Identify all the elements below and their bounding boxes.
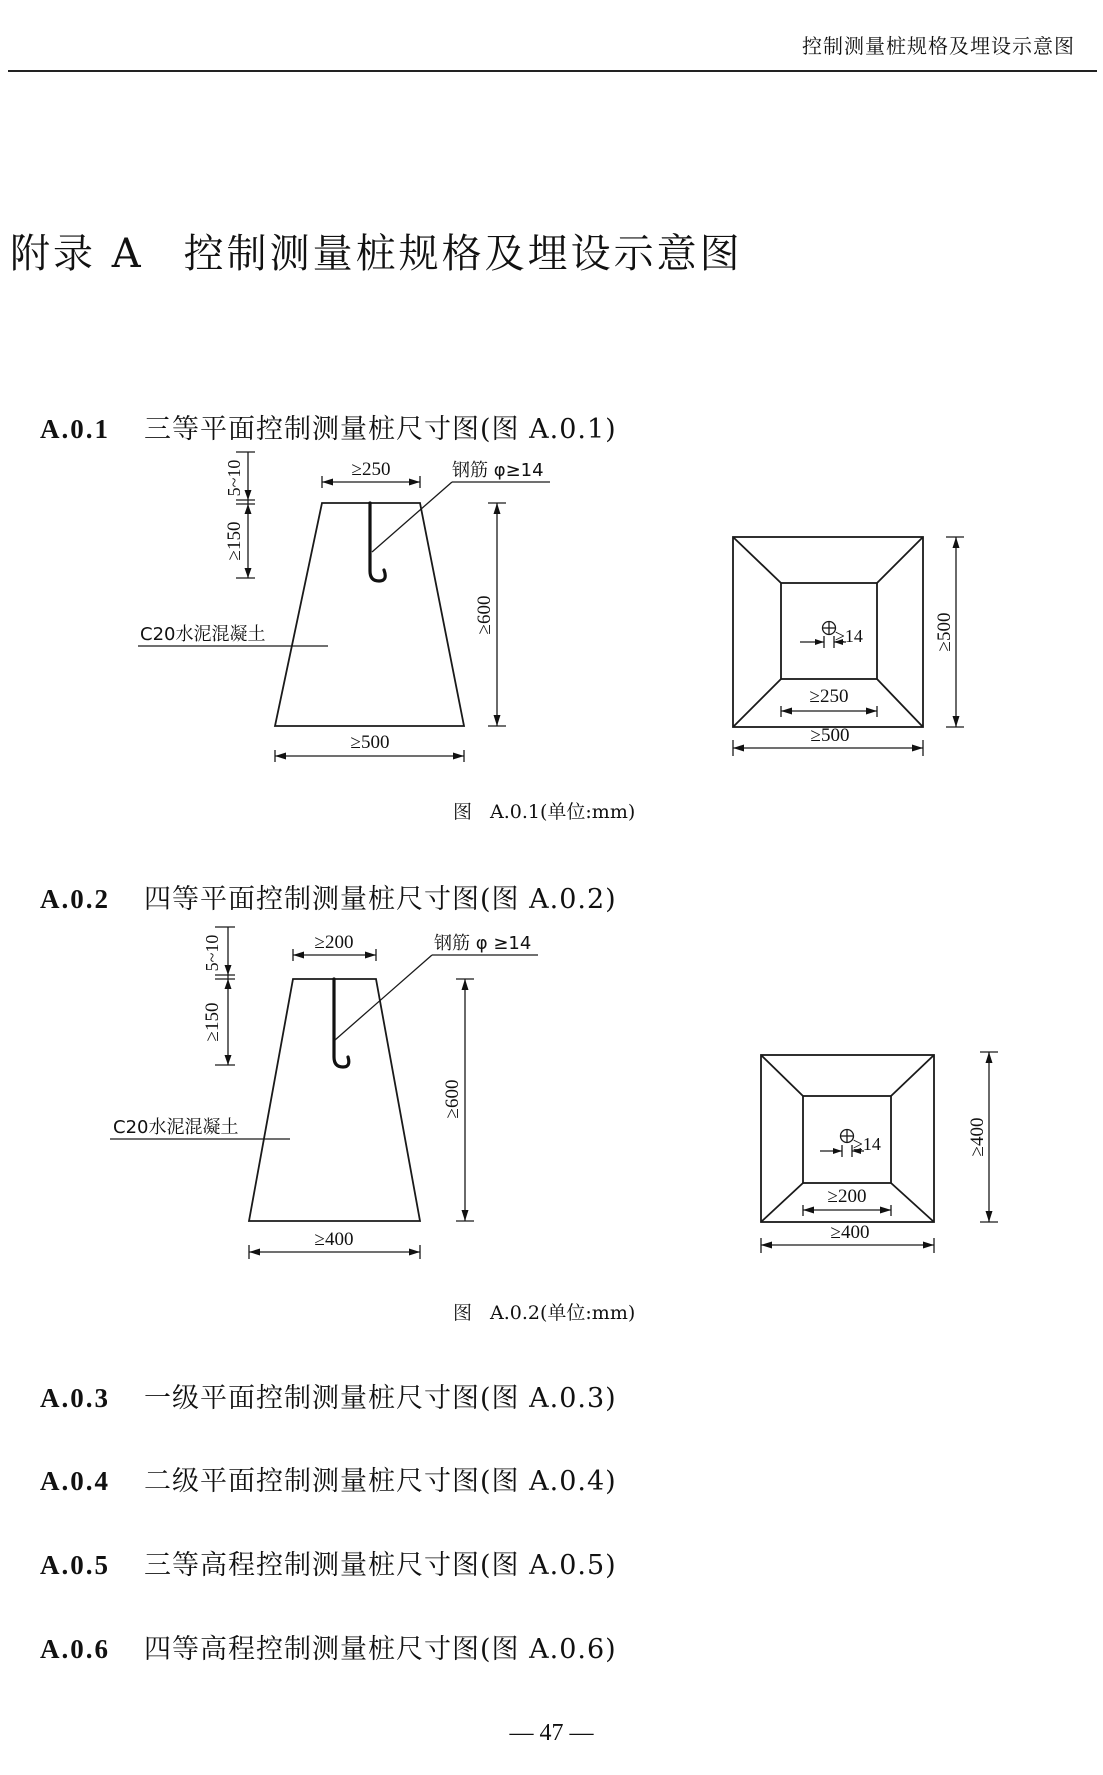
survey-mark-icon	[823, 622, 836, 635]
header-rule	[8, 70, 1097, 72]
caption-text: A.0.2(单位:mm)	[490, 1302, 636, 1324]
appendix-title	[10, 222, 743, 279]
height-label: ≥600	[442, 1079, 463, 1119]
section-title: 四等平面控制测量桩尺寸图(图 A.0.2)	[144, 884, 617, 915]
bottom-width-label: ≥400	[314, 1229, 354, 1250]
material-label: C20水泥混凝土	[140, 624, 266, 645]
embed-depth-label: ≥150	[224, 521, 245, 561]
page-number: — 47 —	[509, 1720, 594, 1746]
top-width-label: ≥250	[351, 459, 391, 480]
section-title: 一级平面控制测量桩尺寸图(图 A.0.3)	[144, 1383, 617, 1414]
section-heading	[40, 877, 617, 916]
protrusion-label: 5~10	[202, 934, 222, 972]
section-heading	[40, 1376, 617, 1415]
pile-elevation	[110, 927, 538, 1259]
plan-side-size-label: ≥400	[967, 1117, 988, 1157]
section-number: A.0.5	[40, 1550, 110, 1580]
figure-caption	[453, 797, 635, 824]
height-label: ≥600	[474, 595, 495, 635]
appendix-label: 附录 A	[10, 231, 144, 277]
section-title: 四等高程控制测量桩尺寸图(图 A.0.6)	[144, 1634, 617, 1665]
figure-a-0-2	[0, 915, 1103, 1275]
appendix-heading: 控制测量桩规格及埋设示意图	[183, 231, 743, 277]
section-title: 三等平面控制测量桩尺寸图(图 A.0.1)	[144, 414, 617, 445]
section-number: A.0.3	[40, 1383, 110, 1413]
rebar-hook	[334, 979, 349, 1067]
mark-size-label: ≥14	[835, 626, 863, 646]
top-width-label: ≥200	[314, 932, 354, 953]
plan-inner-size-label: ≥200	[827, 1186, 867, 1207]
section-heading	[40, 1459, 617, 1498]
rebar-label: 钢筋 φ≥14	[452, 460, 544, 481]
pile-plan	[733, 537, 964, 756]
section-number: A.0.2	[40, 884, 110, 914]
plan-outer-size-label: ≥400	[830, 1222, 870, 1243]
mark-size-label: ≥14	[853, 1134, 881, 1154]
pile-elevation	[138, 452, 550, 762]
caption-label: 图	[453, 801, 473, 823]
plan-outer-size-label: ≥500	[810, 725, 850, 746]
section-number: A.0.1	[40, 414, 110, 444]
plan-inner-size-label: ≥250	[809, 686, 849, 707]
material-label: C20水泥混凝土	[113, 1117, 239, 1138]
figure-a-0-1	[0, 440, 1103, 780]
protrusion-label: 5~10	[224, 459, 244, 497]
caption-label: 图	[453, 1302, 473, 1324]
section-number: A.0.6	[40, 1634, 110, 1664]
section-heading	[40, 1627, 617, 1666]
plan-side-size-label: ≥500	[934, 612, 955, 652]
embed-depth-label: ≥150	[202, 1002, 223, 1042]
survey-mark-icon	[841, 1130, 854, 1143]
section-title: 三等高程控制测量桩尺寸图(图 A.0.5)	[144, 1550, 617, 1581]
rebar-label: 钢筋 φ ≥14	[434, 933, 532, 954]
figure-caption	[453, 1298, 635, 1325]
bottom-width-label: ≥500	[350, 732, 390, 753]
section-title: 二级平面控制测量桩尺寸图(图 A.0.4)	[144, 1466, 617, 1497]
caption-text: A.0.1(单位:mm)	[490, 801, 636, 823]
running-header: 控制测量桩规格及埋设示意图	[802, 34, 1075, 58]
section-number: A.0.4	[40, 1466, 110, 1496]
pile-plan	[761, 1052, 998, 1253]
section-heading	[40, 1543, 617, 1582]
